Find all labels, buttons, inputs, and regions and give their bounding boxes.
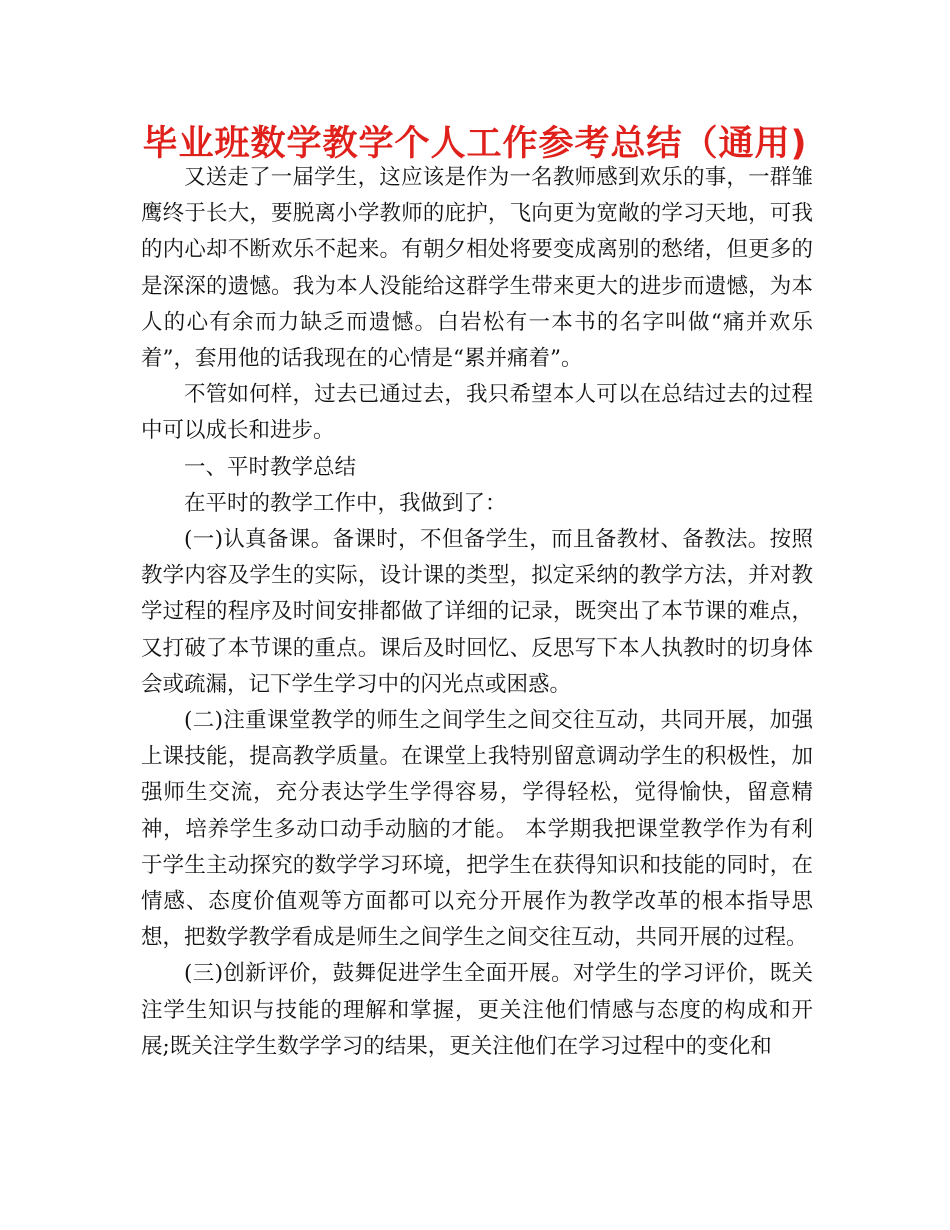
section-heading-1: 一、平时教学总结 xyxy=(184,454,357,480)
document-title: 毕业班数学教学个人工作参考总结（通用) xyxy=(142,124,808,164)
document-body xyxy=(141,160,813,1065)
paragraph-item-1: (一)认真备课。备课时，不但备学生，而且备教材、备教法。按照教学内容及学生的实际，设计课的类型，拟定采纳的教学方法，并对教学过程的程序及时间安排都做了详细的记录，既突出了本节课的难点，又打破了本节课的重点。课后及时回忆、反思写下本人执教时的切身体会或疏漏，记下学生学习中的闪光点或困惑。 xyxy=(141,527,813,697)
paragraph-hope: 不管如何样，过去已通过去，我只希望本人可以在总结过去的过程中可以成长和进步。 xyxy=(141,382,813,444)
paragraph-intro: 又送走了一届学生，这应该是作为一名教师感到欢乐的事，一群雏鹰终于长大，要脱离小学教师的庇护，飞向更为宽敞的学习天地，可我的内心却不断欢乐不起来。有朝夕相处将要变成离别的愁绪，但更多的是深深的遗憾。我为本人没能给这群学生带来更大的进步而遗憾，为本人的心有余而力缺乏而遗憾。白岩松有一本书的名字叫做“痛并欢乐着”，套用他的话我现在的心情是“累并痛着”。 xyxy=(141,165,813,372)
paragraph-section-1-lead: 在平时的教学工作中，我做到了： xyxy=(184,490,507,516)
paragraph-item-2: (二)注重课堂教学的师生之间学生之间交往互动，共同开展，加强上课技能，提高教学质量。在课堂上我特别留意调动学生的积极性，加强师生交流，充分表达学生学得容易，学得轻松，觉得愉快，留意精神，培养学生多动口动手动脑的才能。 本学期我把课堂教学作为有利于学生主动探究的数学学习环境，把学生在获得知识和技能的同时，在情感、态度价值观等方面都可以充分开展作为教学改革的根本指导思想，把数学教学看成是师生之间学生之间交往互动，共同开展的过程。 xyxy=(141,708,813,951)
paragraph-item-3: (三)创新评价，鼓舞促进学生全面开展。对学生的学习评价，既关注学生知识与技能的理解和掌握，更关注他们情感与态度的构成和开展;既关注学生数学学习的结果，更关注他们在学习过程中的变化和 xyxy=(141,961,813,1059)
